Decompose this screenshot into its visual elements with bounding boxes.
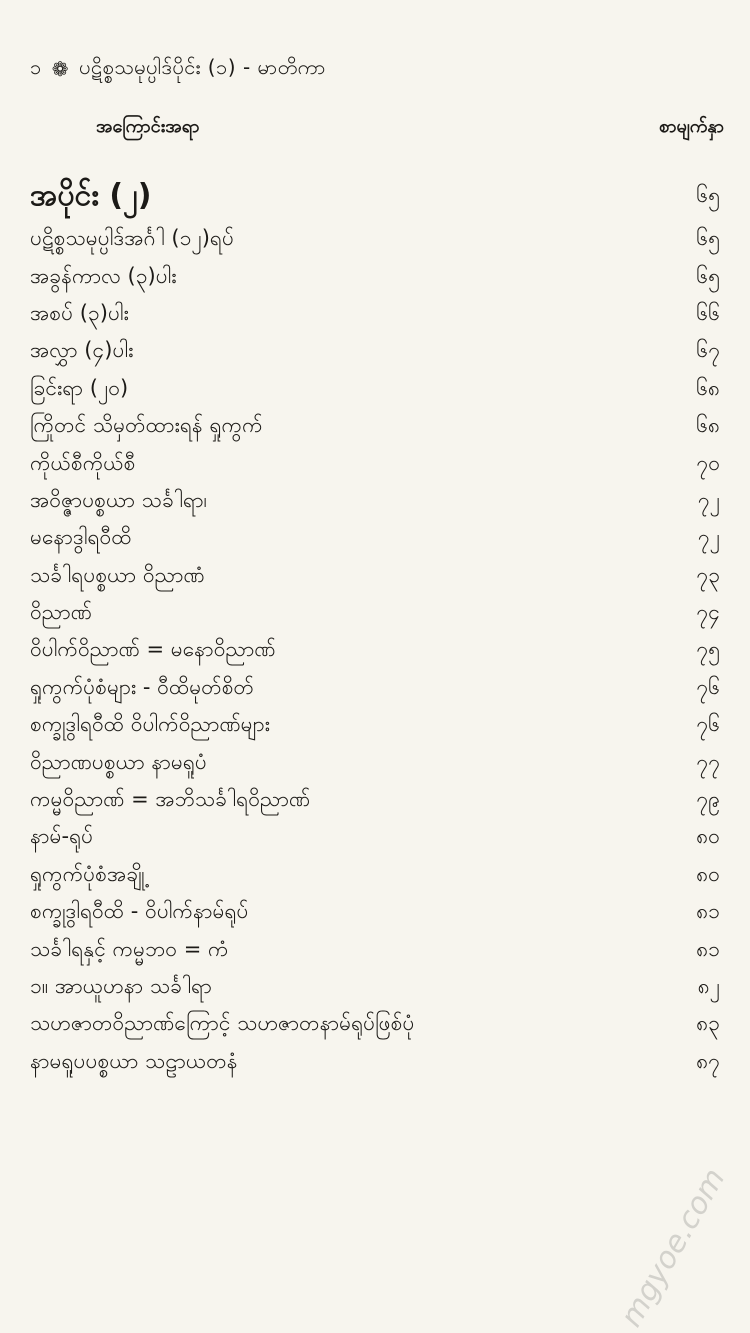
toc-page: ၈၃: [696, 1011, 720, 1036]
toc-page: ၈၁: [696, 936, 720, 961]
toc-row: [30, 446, 720, 483]
toc-page: ၆၅: [696, 182, 720, 207]
toc-page: ၇၄: [696, 600, 720, 625]
toc-page: ၆၅: [696, 263, 720, 288]
toc-title: အခွန်ကာလ (၃)ပါး: [30, 263, 177, 288]
toc-page: ၈၂: [697, 974, 720, 998]
toc-title: ဝိညာဏပစ္စယာ နာမရူပံ: [30, 749, 207, 774]
toc-row: [30, 334, 720, 371]
toc-page: ၇၉: [696, 787, 720, 812]
toc-row: [30, 1007, 720, 1044]
toc-title: ရှုကွက်ပုံစံအချို့: [30, 861, 145, 886]
toc-page: ၇၅: [696, 637, 720, 662]
page-column-header: စာမျက်နှာ: [659, 116, 724, 137]
toc-row: [30, 596, 720, 633]
toc-row: [30, 708, 720, 745]
toc-page: ၈၁: [696, 899, 720, 924]
toc-row: [30, 1045, 720, 1082]
toc-row: [30, 932, 720, 969]
toc-page: ၇၂: [697, 525, 720, 550]
page-number: ၁: [30, 55, 42, 79]
toc-title: အဝိဇ္ဇာပစ္စယာ သင်္ခါရာ၊: [30, 487, 207, 512]
toc-row: [30, 895, 720, 932]
running-head: [30, 54, 326, 84]
toc-page: ၇၃: [696, 562, 720, 587]
toc-page: ၇၆: [696, 712, 720, 737]
toc-row: [30, 172, 720, 222]
toc-row: [30, 970, 720, 1007]
toc-title: ဝိပါက်ဝိညာဏ် = မနောဝိညာဏ်: [30, 637, 276, 662]
toc-row: [30, 783, 720, 820]
toc-page: ၇၀: [696, 450, 720, 475]
toc-title: သင်္ခါရနှင့် ကမ္မဘဝ = ကံ: [30, 936, 229, 961]
toc-row: [30, 820, 720, 857]
toc-page: ၈၀: [696, 824, 720, 849]
contents-column-header: အကြောင်းအရာ: [96, 116, 200, 137]
toc-page: ၇၂: [697, 487, 720, 512]
toc-row: [30, 409, 720, 446]
toc-page: ၆၈: [696, 413, 720, 438]
toc-title: သဟဇာတဝိညာဏ်ကြောင့် သဟဇာတနာမ်ရုပ်ဖြစ်ပုံ: [30, 1011, 415, 1036]
toc-row: [30, 521, 720, 558]
column-headers: [0, 114, 750, 144]
toc-row: [30, 633, 720, 670]
toc-title: သင်္ခါရပစ္စယာ ဝိညာဏံ: [30, 562, 205, 587]
toc-row: [30, 858, 720, 895]
toc-row: [30, 484, 720, 521]
toc-title: ဝိညာဏ်: [30, 600, 92, 625]
toc-title: ကြိုတင် သိမှတ်ထားရန် ရှုကွက်: [30, 413, 263, 438]
toc-row: [30, 372, 720, 409]
watermark: mgyoe.com: [613, 1162, 732, 1333]
toc-title: ကိုယ်စီကိုယ်စီ: [30, 450, 136, 475]
toc-title: စက္ခုဒွါရဝီထိ - ဝိပါက်နာမ်ရုပ်: [30, 899, 249, 924]
toc-row: [30, 297, 720, 334]
toc-page: ၆၅: [696, 226, 720, 251]
toc-title: နာမရူပပစ္စယာ သဠာယတနံ: [30, 1048, 238, 1073]
toc-row: [30, 671, 720, 708]
toc-title: ၁။ အာယူဟနာ သင်္ခါရာ: [30, 974, 212, 998]
toc-row: [30, 559, 720, 596]
toc-title: မနောဒွါရဝီထိ: [30, 525, 132, 550]
toc-page: ၇၇: [696, 749, 720, 774]
toc-page: ၆၈: [696, 375, 720, 400]
flower-ornament-icon: ❁: [51, 57, 70, 81]
toc-title: အစပ် (၃)ပါး: [30, 300, 129, 325]
toc-page: ၆၇: [696, 338, 720, 363]
toc-page: ၈၀: [696, 861, 720, 886]
toc-title: ရှုကွက်ပုံစံများ - ဝီထိမုတ်စိတ်: [30, 674, 254, 699]
toc-row: [30, 222, 720, 259]
toc-page: ၈၇: [696, 1048, 720, 1073]
toc-title: နာမ်-ရုပ်: [30, 824, 94, 849]
toc-title: ပဋိစ္စသမုပ္ပါဒ်အင်္ဂါ (၁၂)ရပ်: [30, 226, 234, 251]
toc-row: [30, 259, 720, 296]
toc-title: အလွှာ (၄)ပါး: [30, 338, 134, 363]
table-of-contents: [30, 172, 720, 1082]
toc-row: [30, 745, 720, 782]
toc-page: ၆၆: [696, 300, 720, 325]
toc-title: အပိုင်း (၂): [30, 177, 152, 213]
toc-title: ခြင်းရာ (၂၀): [30, 375, 129, 400]
toc-title: စက္ခုဒွါရဝီထိ ဝိပါက်ဝိညာဏ်များ: [30, 712, 270, 737]
toc-page: ၇၆: [696, 674, 720, 699]
toc-title: ကမ္မဝိညာဏ် = အဘိသင်္ခါရဝိညာဏ်: [30, 787, 311, 812]
running-head-title: ပဋိစ္စသမုပ္ပါဒ်ပိုင်း (၁) - မာတိကာ: [79, 55, 326, 79]
